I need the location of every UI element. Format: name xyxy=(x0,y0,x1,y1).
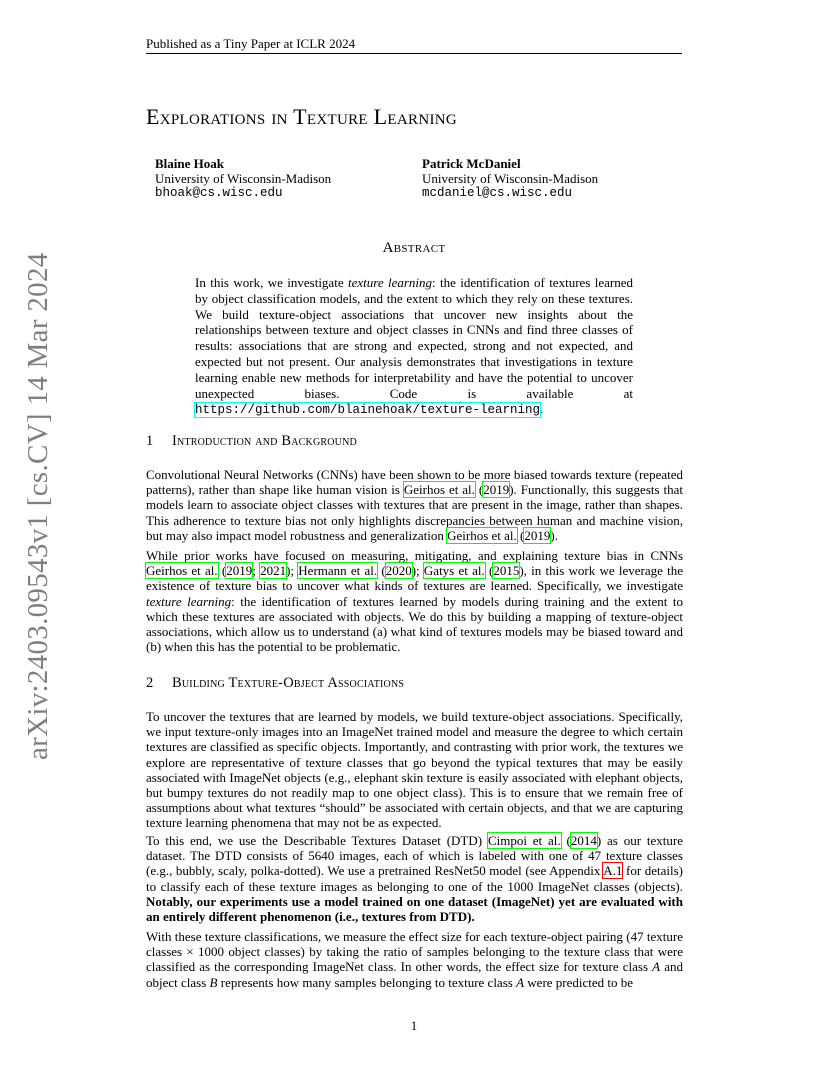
page-number: 1 xyxy=(410,1018,418,1033)
paragraph-text: Convolutional Neural Networks (CNNs) have been shown to be more biased towards texture (repeated patterns), rather than shape like human vision is xyxy=(146,467,683,498)
section-number: 2 xyxy=(146,675,154,691)
citation-year-link[interactable]: 2015 xyxy=(493,563,520,579)
citation-link[interactable]: Hermann et al. xyxy=(298,563,378,579)
paragraph-intro-2: While prior works have focused on measuring, mitigating, and explaining texture bias in CNNs Geirhos et al. (2019; 2021); Hermann et al. (2020); Gatys et al. (2015), in this work we leverage the existence of texture bias to uncover what kinds of textures are learned. Specifically, we investigate texture learning: the identification of textures learned by models during training and the extent to which these textures are associated with objects. We do this by building a mapping of texture-object associations, which allow us to understand (a) what kind of textures models may be biased toward and (b) when this has the potential to be problematic. xyxy=(146,548,683,655)
section-number: 1 xyxy=(146,433,154,449)
paragraph-text: : the identification of textures learned by models during training and the extent to which these textures are associated with objects. We do this by building a mapping of texture-object associations, which allow us to understand (a) what kind of textures models may be biased toward and (b) when this has the potential to be problematic. xyxy=(146,593,683,655)
author-email: mcdaniel@cs.wisc.edu xyxy=(422,186,573,200)
paragraph-text: for details) to classify each of these texture images as belonging to one of the 1000 ImageNet classes (objects). xyxy=(146,863,683,894)
math-variable: B xyxy=(209,974,218,990)
citation-year-link[interactable]: 2021 xyxy=(260,563,287,579)
author-2 xyxy=(422,156,598,201)
header-rule xyxy=(146,53,682,54)
abstract-text: In this work, we investigate xyxy=(195,275,348,290)
paragraph-text: and object class xyxy=(146,959,683,990)
paragraph-method-1: To uncover the textures that are learned by models, we build texture-object associations. Specifically, we input texture-only images into an ImageNet trained model and measure the degree to which certain textures are classified as specific objects. Importantly, and contrasting with prior work, the textures we explore are representative of texture classes that go beyond the typical textures that may be easily associated with ImageNet objects (e.g., elephant skin texture is easily associated with elephant objects, but bumpy textures do not readily map to one object class). This is to ensure that we remain free of assumptions about what textures “should” be associated with certain objects, and that we are capturing texture learning phenomena that may not be as expected. xyxy=(146,709,683,831)
abstract-body xyxy=(195,275,633,419)
paragraph-text: . xyxy=(554,527,558,543)
author-email: bhoak@cs.wisc.edu xyxy=(155,186,283,200)
citation-link[interactable]: Geirhos et al. xyxy=(403,482,475,498)
section-title: Introduction and Background xyxy=(172,433,357,449)
paragraph-method-3 xyxy=(146,929,683,990)
section-title: Building Texture-Object Associations xyxy=(172,675,405,691)
paragraph-method-2: To this end, we use the Describable Textures Dataset (DTD) Cimpoi et al. (2014) as our texture dataset. The DTD consists of 5640 images, each of which is labeled with one of 47 texture classes (e.g., bubbly, scaly, polka-dotted). We use a pretrained ResNet50 model (see Appendix A.1 for details) to classify each of these texture images as belonging to one of the 1000 ImageNet classes (objects). Notably, our experiments use a model trained on one dataset (ImageNet) yet are evaluated with an entirely different phenomenon (i.e., textures from DTD). xyxy=(146,833,683,925)
abstract-text: : the identification of textures learned by object classification models, and the extent to which they rely on these textures. We build texture-object associations that uncover new insights about the relationships between texture and object classes in CNNs and find three classes of results: associations that are strong and expected, strong and not expected, and expected but not present. Our analysis demonstrates that investigations in texture learning enable new methods for interpretability and have the potential to uncover unexpected biases. Code is available at xyxy=(195,275,633,401)
math-variable: A xyxy=(652,959,661,975)
citation-year-link[interactable]: 2020 xyxy=(385,563,412,579)
math-variable: A xyxy=(516,974,525,990)
citation-year-link[interactable]: 2019 xyxy=(524,527,551,543)
paragraph-text: With these texture classifications, we measure the effect size for each texture-object pairing (47 texture classes × 1000 object classes) by taking the ratio of samples belonging to the texture class that were classified as the corresponding ImageNet class. In other words, the effect size for texture class xyxy=(146,929,683,975)
paragraph-text: . Functionally, this suggests that models learn to associate object classes with textures that are present in the image, rather than shapes. This adherence to texture bias not only highlights discrepancies between human and machine vision, but may also impact model robustness and generalization xyxy=(146,482,683,543)
paragraph-intro-1: Convolutional Neural Networks (CNNs) have been shown to be more biased towards texture (repeated patterns), rather than shape like human vision is Geirhos et al. (2019). Functionally, this suggests that models learn to associate object classes with textures that are present in the image, rather than shapes. This adherence to texture bias not only highlights discrepancies between human and machine vision, but may also impact model robustness and generalization Geirhos et al. (2019). xyxy=(146,467,683,543)
paragraph-text: To this end, we use the Describable Textures Dataset (DTD) xyxy=(146,833,488,848)
citation-link[interactable]: Cimpoi et al. xyxy=(487,833,561,848)
citation-year-link[interactable]: 2019 xyxy=(226,563,253,579)
appendix-link[interactable]: A.1 xyxy=(603,863,623,879)
citation-year-link[interactable]: 2019 xyxy=(483,482,510,498)
paragraph-text: were predicted to be xyxy=(524,974,634,990)
section-2-heading xyxy=(146,675,404,692)
section-1-heading xyxy=(146,433,357,450)
author-affiliation: University of Wisconsin-Madison xyxy=(422,171,599,186)
citation-link[interactable]: Geirhos et al. xyxy=(447,527,517,543)
author-1 xyxy=(155,156,331,201)
paragraph-text: represents how many samples belonging to texture class xyxy=(217,974,517,990)
bold-statement: Notably, our experiments use a model trained on one dataset (ImageNet) yet are evaluated with an entirely different phenomenon (i.e., textures from DTD). xyxy=(146,893,683,925)
paper-title: Explorations in Texture Learning xyxy=(146,104,458,129)
running-header: Published as a Tiny Paper at ICLR 2024 xyxy=(146,36,356,51)
author-name: Blaine Hoak xyxy=(155,156,224,171)
arxiv-id: arXiv:2403.09543v1 [cs.CV] 14 Mar 2024 xyxy=(22,252,54,760)
emphasized-term: texture learning xyxy=(146,593,232,609)
citation-year-link[interactable]: 2014 xyxy=(570,833,597,848)
paragraph-text: , in this work we leverage the existence of texture bias to uncover what kinds of textures are learned. Specifically, we investigate xyxy=(146,563,683,594)
abstract-heading: Abstract xyxy=(382,240,446,256)
author-affiliation: University of Wisconsin-Madison xyxy=(155,171,332,186)
abstract-term: texture learning xyxy=(347,275,433,290)
citation-link[interactable]: Gatys et al. xyxy=(423,563,485,579)
paragraph-text: as our texture dataset. The DTD consists of 5640 images, each of which is labeled with one of 47 texture classes (e.g., bubbly, scaly, polka-dotted). We use a pretrained ResNet50 model (see Appendix xyxy=(146,833,683,879)
paragraph-text: While prior works have focused on measuring, mitigating, and explaining texture bias in CNNs xyxy=(146,548,683,563)
citation-link[interactable]: Geirhos et al. xyxy=(146,563,218,579)
abstract-text: . xyxy=(540,401,544,417)
code-link[interactable]: https://github.com/blainehoak/texture-learning xyxy=(195,403,541,418)
author-name: Patrick McDaniel xyxy=(422,156,521,171)
